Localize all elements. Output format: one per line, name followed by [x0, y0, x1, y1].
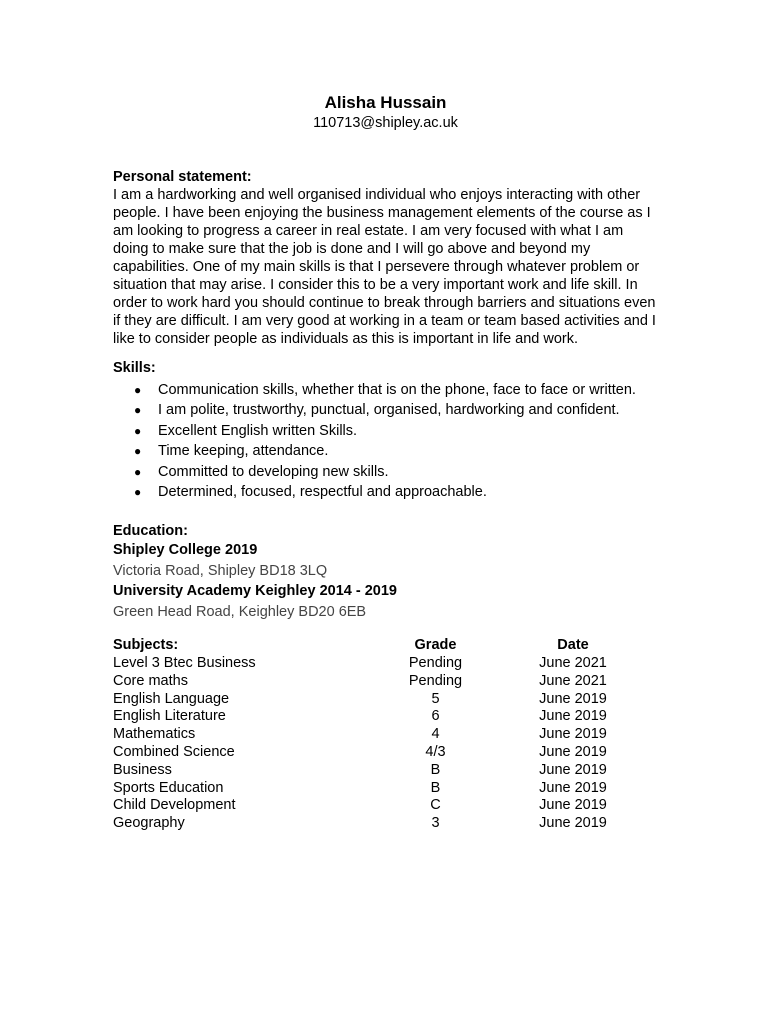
subject-cell: Combined Science — [113, 744, 235, 761]
subject-cell: English Language — [113, 690, 230, 707]
education-section — [113, 522, 658, 622]
skill-item — [113, 441, 658, 461]
bullet-icon: ● — [134, 464, 142, 479]
bullet-icon: ● — [134, 383, 142, 397]
bullet-icon: ● — [134, 444, 142, 459]
grade-cell: B — [430, 761, 441, 778]
skill-text: Time keeping, attendance. — [158, 443, 329, 460]
cv-header — [113, 92, 658, 132]
skill-item — [113, 380, 658, 400]
grade-header: Grade — [414, 637, 457, 654]
table-row — [113, 815, 658, 833]
table-row — [113, 744, 658, 762]
date-cell: June 2021 — [539, 672, 607, 689]
grade-cell: 4/3 — [425, 744, 446, 761]
candidate-name: Alisha Hussain — [324, 93, 447, 112]
table-row — [113, 655, 658, 673]
grade-cell: Pending — [408, 672, 463, 689]
skill-text: Communication skills, whether that is on the phone, face to face or written. — [158, 382, 636, 398]
grade-cell: 4 — [431, 726, 440, 743]
subjects-header-row — [113, 636, 658, 655]
skill-item — [113, 462, 658, 482]
date-cell: June 2021 — [539, 655, 607, 672]
candidate-email: 110713@shipley.ac.uk — [313, 115, 458, 131]
table-row — [113, 797, 658, 815]
skill-text: Determined, focused, respectful and approachable. — [158, 484, 487, 501]
subject-cell: Sports Education — [113, 779, 224, 796]
date-cell: June 2019 — [539, 744, 607, 761]
table-row — [113, 691, 658, 709]
personal-statement-text: I am a hardworking and well organised individual who enjoys interacting with other people. I have been enjoying the business management elements of the course as I am looking to progress a career in real estate. I am very focused with what I am doing to make sure that the job is done and I will go above and beyond my capabilities. One of my main skills is that I persevere through whatever problem or situation that may arise. I consider this to be a very important work and life skill. In order to work hard you should continue to break through barriers and situations even if they are difficult. I am very good at working in a team or team based activities and I like to consider people as individuals as this is important in life and work. — [113, 187, 656, 347]
education-institution: Shipley College 2019 — [113, 542, 258, 559]
date-cell: June 2019 — [539, 815, 607, 832]
grade-cell: 5 — [431, 690, 440, 707]
skills-title: Skills: — [113, 360, 156, 376]
date-cell: June 2019 — [539, 779, 607, 796]
table-row — [113, 780, 658, 798]
date-cell: June 2019 — [539, 708, 607, 725]
skill-text: Committed to developing new skills. — [158, 463, 389, 480]
date-cell: June 2019 — [539, 761, 607, 778]
subject-cell: Mathematics — [113, 726, 196, 743]
skill-item — [113, 482, 658, 502]
subject-cell: Child Development — [113, 797, 236, 814]
skill-text: Excellent English written Skills. — [158, 422, 358, 439]
grade-cell: B — [430, 779, 441, 796]
subject-cell: Business — [113, 761, 172, 778]
grade-cell: Pending — [408, 655, 463, 672]
grade-cell: 6 — [431, 708, 440, 725]
subjects-header: Subjects: — [113, 637, 179, 654]
cv-document — [113, 92, 658, 833]
education-address: Victoria Road, Shipley BD18 3LQ — [113, 562, 328, 579]
grade-cell: C — [430, 797, 441, 814]
skills-section — [113, 359, 658, 502]
personal-statement-title: Personal statement: — [113, 169, 252, 185]
date-cell: June 2019 — [539, 797, 607, 814]
skill-item — [113, 421, 658, 441]
skills-list — [113, 380, 658, 502]
subject-cell: Level 3 Btec Business — [113, 655, 256, 672]
table-row — [113, 708, 658, 726]
date-cell: June 2019 — [539, 726, 607, 743]
education-institution: University Academy Keighley 2014 - 2019 — [113, 583, 397, 600]
date-cell: June 2019 — [539, 690, 607, 707]
education-title: Education: — [113, 523, 188, 540]
date-header: Date — [557, 637, 589, 654]
subjects-table — [113, 636, 658, 833]
table-row — [113, 726, 658, 744]
bullet-icon: ● — [134, 485, 142, 500]
subject-cell: Core maths — [113, 672, 188, 689]
table-row — [113, 673, 658, 691]
table-row — [113, 762, 658, 780]
grade-cell: 3 — [431, 815, 440, 832]
bullet-icon: ● — [134, 403, 142, 418]
personal-statement-section — [113, 168, 658, 348]
skill-text: I am polite, trustworthy, punctual, organised, hardworking and confident. — [158, 402, 620, 419]
subject-cell: English Literature — [113, 708, 226, 725]
subject-cell: Geography — [113, 815, 185, 832]
education-address: Green Head Road, Keighley BD20 6EB — [113, 603, 367, 620]
bullet-icon: ● — [134, 423, 142, 438]
skill-item — [113, 400, 658, 420]
